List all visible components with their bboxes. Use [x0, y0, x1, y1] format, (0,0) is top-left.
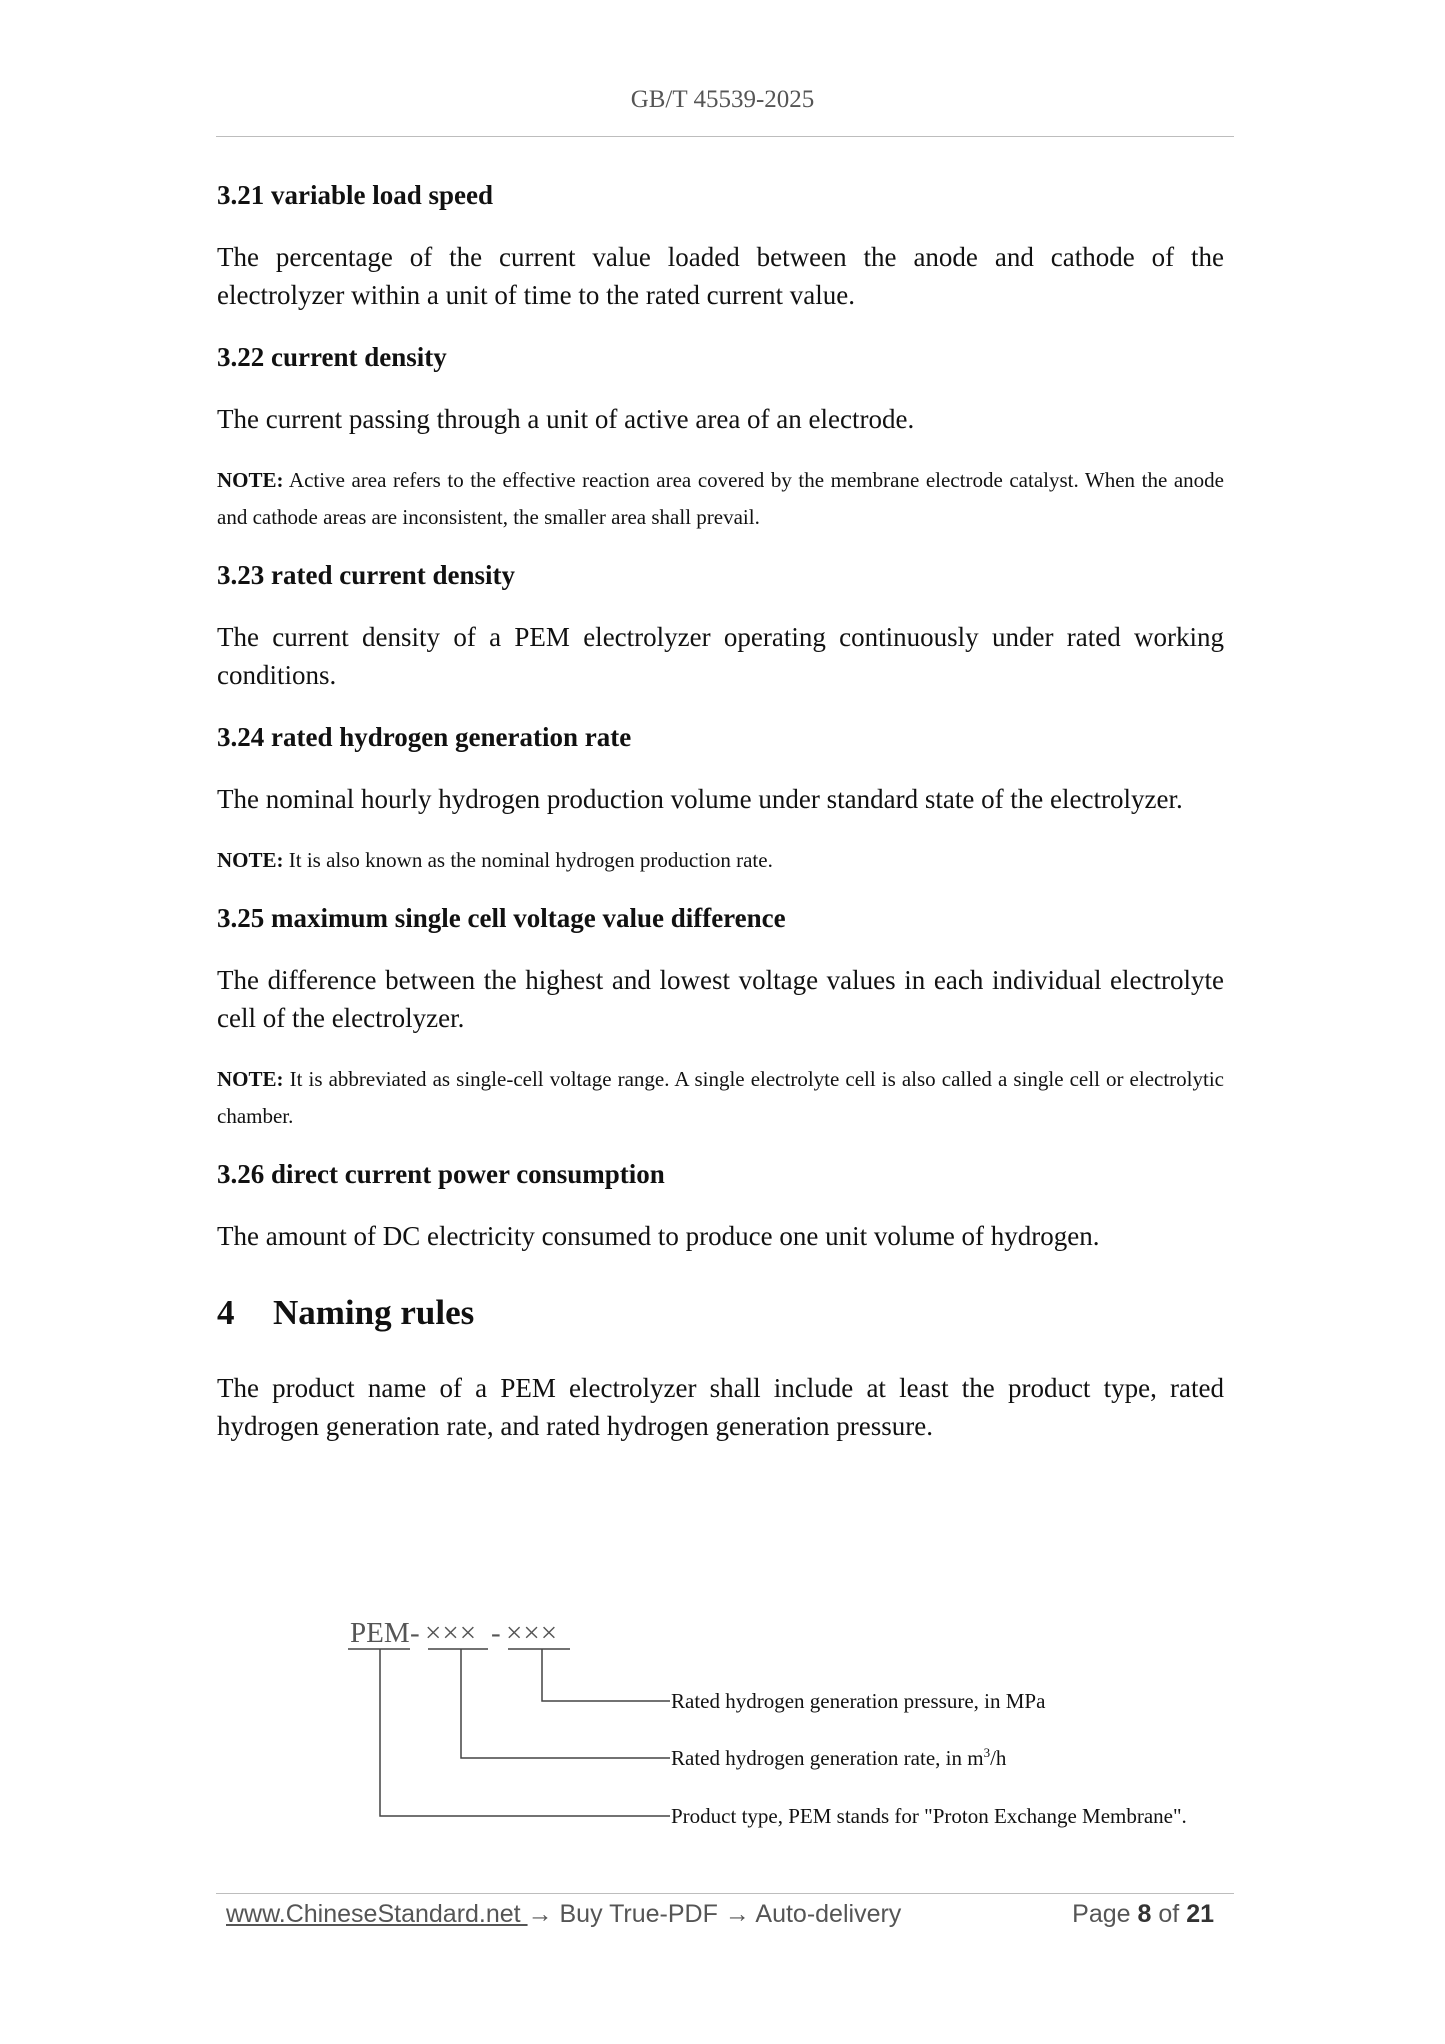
- of-word: of: [1158, 1900, 1180, 1928]
- section-3-26-heading: 3.26 direct current power consumption: [217, 1159, 665, 1189]
- chapter-title: Naming rules: [273, 1293, 475, 1332]
- code-prefix: PEM: [350, 1617, 410, 1649]
- section-3-25-note: [217, 1061, 1224, 1135]
- section-3-22-note: [217, 462, 1224, 536]
- code-separator-1: -: [410, 1617, 420, 1649]
- label-rate-unit: /h: [990, 1746, 1007, 1770]
- leader-line-pressure: [542, 1649, 670, 1701]
- naming-rule-diagram: [340, 1608, 1240, 1833]
- site-link[interactable]: www.ChineseStandard.net: [226, 1900, 528, 1928]
- chapter-4-intro: The product name of a PEM electrolyzer shall include at least the product type, rated hydrogen generation rate, and rated hydrogen generation pressure.: [217, 1373, 1224, 1441]
- page-indicator: [1072, 1900, 1214, 1929]
- main-content: [217, 178, 1224, 1445]
- code-separator-2: -: [491, 1617, 501, 1649]
- note-label: NOTE:: [217, 468, 284, 492]
- code-rate-placeholder: ×××: [425, 1617, 478, 1649]
- label-type: Product type, PEM stands for "Proton Exchange Membrane".: [671, 1804, 1187, 1828]
- arrow-right-icon: →: [724, 1900, 750, 1928]
- section-3-22-definition: The current passing through a unit of active area of an electrode.: [217, 404, 915, 434]
- section-3-25-heading: 3.25 maximum single cell voltage value difference: [217, 903, 786, 933]
- chapter-number: 4: [217, 1293, 235, 1332]
- leader-line-rate: [461, 1649, 670, 1758]
- naming-rule-svg: [340, 1608, 1240, 1833]
- label-rate-superscript: 3: [983, 1745, 991, 1760]
- note-text: It is abbreviated as single-cell voltage range. A single electrolyte cell is also called a single cell or electrolytic chamber.: [217, 1067, 1224, 1128]
- section-3-23-heading: 3.23 rated current density: [217, 560, 515, 590]
- current-page-number: 8: [1137, 1900, 1152, 1928]
- section-3-24-note: [217, 842, 1224, 879]
- section-3-25-definition: The difference between the highest and lowest voltage values in each individual electrolyte cell of the electrolyzer.: [217, 965, 1224, 1033]
- section-3-23-definition: The current density of a PEM electrolyzer operating continuously under rated working conditions.: [217, 622, 1224, 690]
- section-3-21-definition: The percentage of the current value loaded between the anode and cathode of the electrolyzer within a unit of time to the rated current value.: [217, 242, 1224, 310]
- section-3-26-definition: The amount of DC electricity consumed to produce one unit volume of hydrogen.: [217, 1221, 1100, 1251]
- label-pressure: Rated hydrogen generation pressure, in MPa: [671, 1689, 1046, 1713]
- footer-rule: [216, 1893, 1234, 1894]
- buy-pdf-text: Buy True-PDF: [552, 1900, 725, 1928]
- header-rule: [216, 136, 1234, 137]
- label-rate-text: Rated hydrogen generation rate, in m: [671, 1746, 984, 1770]
- section-3-21-heading: 3.21 variable load speed: [217, 180, 494, 210]
- total-pages: 21: [1186, 1900, 1214, 1928]
- note-text: Active area refers to the effective reaction area covered by the membrane electrode catalyst. When the anode and cathode areas are inconsistent, the smaller area shall prevail.: [217, 468, 1224, 529]
- page-word: Page: [1072, 1900, 1131, 1928]
- code-pressure-placeholder: ×××: [506, 1617, 559, 1649]
- note-text: It is also known as the nominal hydrogen production rate.: [283, 848, 773, 872]
- arrow-right-icon: →: [527, 1900, 553, 1928]
- page-footer: [226, 1900, 1226, 1940]
- running-header: GB/T 45539-2025: [630, 86, 815, 113]
- label-rate: [671, 1745, 1007, 1770]
- section-3-22-heading: 3.22 current density: [217, 342, 447, 372]
- chapter-4-heading: [217, 1291, 1224, 1335]
- auto-delivery-text: Auto-delivery: [749, 1900, 902, 1928]
- note-label: NOTE:: [217, 848, 284, 872]
- footer-promo: [226, 1900, 901, 1929]
- section-3-24-definition: The nominal hourly hydrogen production volume under standard state of the electrolyzer.: [217, 784, 1183, 814]
- note-label: NOTE:: [217, 1067, 284, 1091]
- leader-line-type: [380, 1649, 670, 1816]
- section-3-24-heading: 3.24 rated hydrogen generation rate: [217, 722, 632, 752]
